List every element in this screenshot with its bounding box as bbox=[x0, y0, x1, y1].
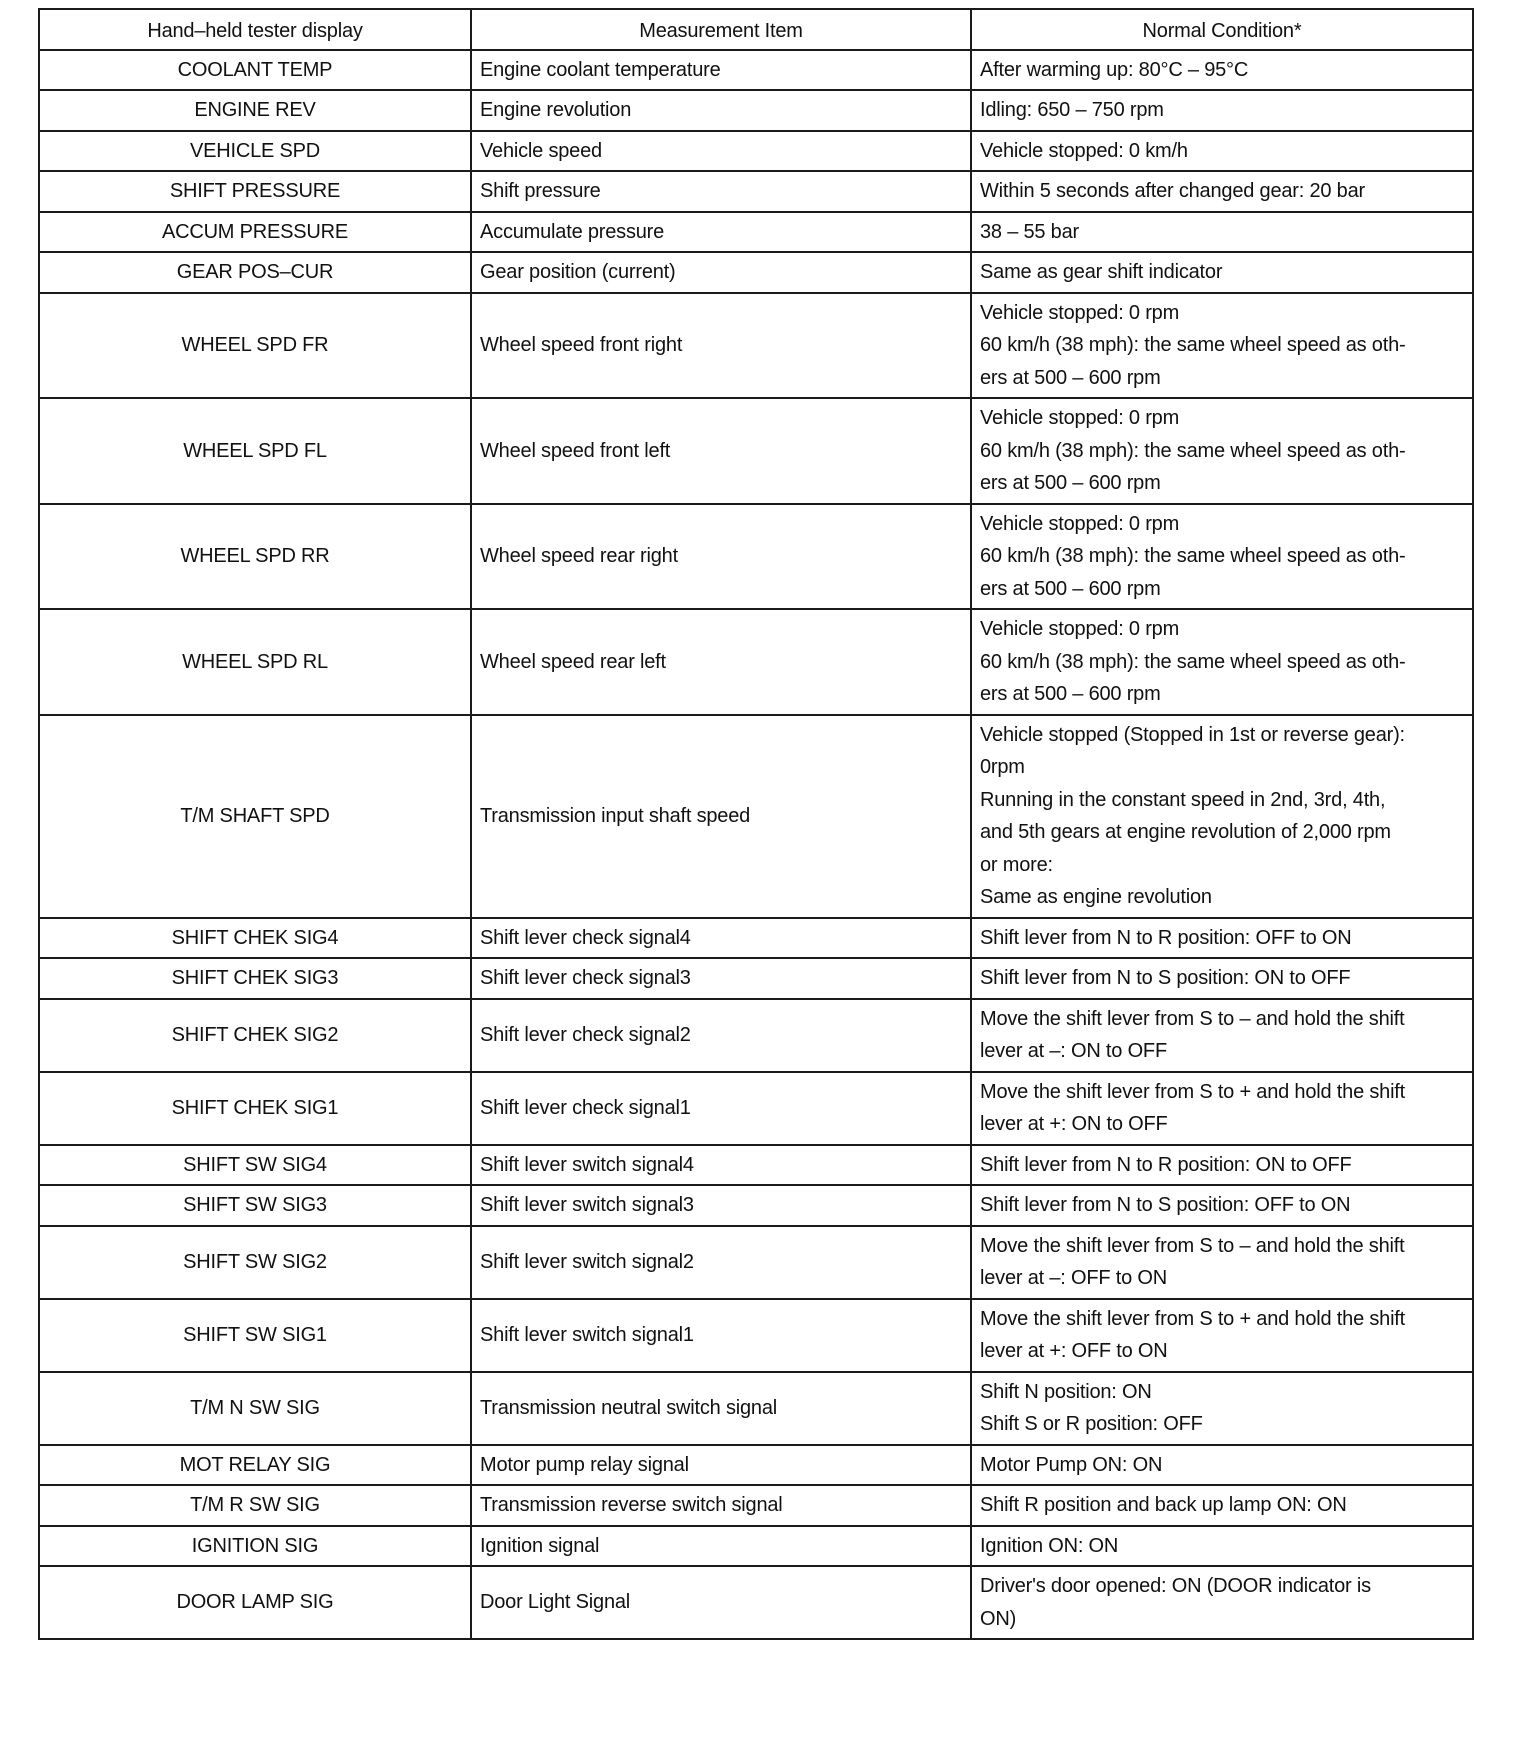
normal-condition-line: 38 – 55 bar bbox=[980, 220, 1079, 243]
normal-condition-line: Vehicle stopped: 0 km/h bbox=[980, 139, 1188, 162]
tester-display-cell: COOLANT TEMP bbox=[39, 50, 471, 91]
normal-condition-cell bbox=[971, 90, 1473, 131]
normal-condition-cell bbox=[971, 171, 1473, 212]
normal-condition-line: ers at 500 – 600 rpm bbox=[980, 472, 1161, 494]
table-row bbox=[39, 212, 1473, 253]
normal-condition-cell bbox=[971, 1445, 1473, 1486]
normal-condition-line: lever at +: OFF to ON bbox=[980, 1340, 1168, 1362]
tester-display-cell: ACCUM PRESSURE bbox=[39, 212, 471, 253]
normal-condition-line: Move the shift lever from S to – and hold the shift bbox=[980, 1234, 1405, 1257]
tester-display-cell: WHEEL SPD FR bbox=[39, 293, 471, 399]
tester-display-cell: WHEEL SPD FL bbox=[39, 398, 471, 504]
table-row bbox=[39, 1566, 1473, 1639]
normal-condition-cell bbox=[971, 212, 1473, 253]
normal-condition-cell bbox=[971, 50, 1473, 91]
table-row bbox=[39, 1072, 1473, 1145]
normal-condition-line: 60 km/h (38 mph): the same wheel speed as oth- bbox=[980, 545, 1406, 567]
measurement-item-cell: Vehicle speed bbox=[471, 131, 971, 172]
measurement-item-cell: Shift lever check signal1 bbox=[471, 1072, 971, 1145]
normal-condition-line: Shift R position and back up lamp ON: ON bbox=[980, 1494, 1347, 1516]
table-row bbox=[39, 1372, 1473, 1445]
measurement-item-cell: Shift lever check signal3 bbox=[471, 958, 971, 999]
normal-condition-line: 0rpm bbox=[980, 756, 1025, 778]
table-row bbox=[39, 918, 1473, 959]
normal-condition-cell bbox=[971, 131, 1473, 172]
normal-condition-cell bbox=[971, 504, 1473, 610]
normal-condition-line: Motor Pump ON: ON bbox=[980, 1453, 1163, 1476]
normal-condition-line: and 5th gears at engine revolution of 2,000 rpm bbox=[980, 821, 1391, 843]
tester-display-cell: SHIFT CHEK SIG3 bbox=[39, 958, 471, 999]
table-body bbox=[39, 50, 1473, 1640]
header-tester-display: Hand–held tester display bbox=[39, 9, 471, 50]
normal-condition-line: Vehicle stopped: 0 rpm bbox=[980, 512, 1180, 535]
normal-condition-line: Shift S or R position: OFF bbox=[980, 1413, 1203, 1435]
normal-condition-line: Within 5 seconds after changed gear: 20 bar bbox=[980, 180, 1365, 202]
measurement-item-cell: Engine coolant temperature bbox=[471, 50, 971, 91]
normal-condition-line: ON) bbox=[980, 1607, 1017, 1630]
normal-condition-line: ers at 500 – 600 rpm bbox=[980, 683, 1161, 705]
header-row bbox=[39, 9, 1473, 50]
header-measurement-item: Measurement Item bbox=[471, 9, 971, 50]
tester-display-cell: SHIFT CHEK SIG1 bbox=[39, 1072, 471, 1145]
measurement-item-cell: Transmission reverse switch signal bbox=[471, 1485, 971, 1526]
table-row bbox=[39, 504, 1473, 610]
header-normal-condition: Normal Condition* bbox=[971, 9, 1473, 50]
normal-condition-line: 60 km/h (38 mph): the same wheel speed as oth- bbox=[980, 650, 1406, 673]
normal-condition-line: Driver's door opened: ON (DOOR indicator is bbox=[980, 1575, 1371, 1597]
normal-condition-line: Shift lever from N to R position: OFF to ON bbox=[980, 926, 1352, 949]
normal-condition-cell bbox=[971, 1072, 1473, 1145]
table-row bbox=[39, 252, 1473, 293]
table-row bbox=[39, 1226, 1473, 1299]
normal-condition-line: or more: bbox=[980, 853, 1053, 876]
normal-condition-cell bbox=[971, 1372, 1473, 1445]
table-row bbox=[39, 715, 1473, 918]
table-row bbox=[39, 609, 1473, 715]
table-row bbox=[39, 398, 1473, 504]
data-list-table bbox=[38, 8, 1474, 1640]
table-row bbox=[39, 1526, 1473, 1567]
measurement-item-cell: Shift lever switch signal4 bbox=[471, 1145, 971, 1186]
tester-display-cell: WHEEL SPD RL bbox=[39, 609, 471, 715]
measurement-item-cell: Wheel speed rear right bbox=[471, 504, 971, 610]
table-row bbox=[39, 171, 1473, 212]
normal-condition-line: ers at 500 – 600 rpm bbox=[980, 366, 1161, 389]
table-row bbox=[39, 131, 1473, 172]
normal-condition-line: 60 km/h (38 mph): the same wheel speed as oth- bbox=[980, 439, 1406, 462]
measurement-item-cell: Shift lever check signal2 bbox=[471, 999, 971, 1072]
normal-condition-line: Vehicle stopped (Stopped in 1st or reverse gear): bbox=[980, 723, 1405, 746]
normal-condition-line: Shift lever from N to S position: ON to OFF bbox=[980, 967, 1351, 989]
normal-condition-line: Ignition ON: ON bbox=[980, 1534, 1119, 1557]
measurement-item-cell: Shift lever switch signal2 bbox=[471, 1226, 971, 1299]
tester-display-cell: VEHICLE SPD bbox=[39, 131, 471, 172]
normal-condition-line: Vehicle stopped: 0 rpm bbox=[980, 301, 1180, 324]
tester-display-cell: DOOR LAMP SIG bbox=[39, 1566, 471, 1639]
tester-display-cell: SHIFT SW SIG4 bbox=[39, 1145, 471, 1186]
normal-condition-line: Move the shift lever from S to – and hold the shift bbox=[980, 1007, 1405, 1030]
normal-condition-line: Running in the constant speed in 2nd, 3rd, 4th, bbox=[980, 788, 1386, 811]
normal-condition-line: Shift lever from N to S position: OFF to ON bbox=[980, 1194, 1351, 1216]
normal-condition-line: lever at +: ON to OFF bbox=[980, 1113, 1168, 1135]
tester-display-cell: IGNITION SIG bbox=[39, 1526, 471, 1567]
table-row bbox=[39, 1145, 1473, 1186]
table-row bbox=[39, 50, 1473, 91]
normal-condition-line: Move the shift lever from S to + and hold the shift bbox=[980, 1307, 1406, 1330]
normal-condition-cell bbox=[971, 1485, 1473, 1526]
normal-condition-cell bbox=[971, 715, 1473, 918]
normal-condition-cell bbox=[971, 1145, 1473, 1186]
measurement-item-cell: Door Light Signal bbox=[471, 1566, 971, 1639]
measurement-item-cell: Wheel speed rear left bbox=[471, 609, 971, 715]
data-list-sheet bbox=[38, 8, 1472, 1640]
measurement-item-cell: Transmission neutral switch signal bbox=[471, 1372, 971, 1445]
normal-condition-line: Same as engine revolution bbox=[980, 886, 1212, 908]
tester-display-cell: SHIFT CHEK SIG2 bbox=[39, 999, 471, 1072]
normal-condition-cell bbox=[971, 1226, 1473, 1299]
tester-display-cell: SHIFT SW SIG3 bbox=[39, 1185, 471, 1226]
normal-condition-cell bbox=[971, 609, 1473, 715]
measurement-item-cell: Shift pressure bbox=[471, 171, 971, 212]
tester-display-cell: GEAR POS–CUR bbox=[39, 252, 471, 293]
tester-display-cell: T/M N SW SIG bbox=[39, 1372, 471, 1445]
table-row bbox=[39, 1185, 1473, 1226]
normal-condition-cell bbox=[971, 918, 1473, 959]
tester-display-cell: T/M SHAFT SPD bbox=[39, 715, 471, 918]
tester-display-cell: SHIFT SW SIG1 bbox=[39, 1299, 471, 1372]
normal-condition-cell bbox=[971, 999, 1473, 1072]
tester-display-cell: MOT RELAY SIG bbox=[39, 1445, 471, 1486]
normal-condition-line: lever at –: ON to OFF bbox=[980, 1040, 1167, 1062]
measurement-item-cell: Engine revolution bbox=[471, 90, 971, 131]
normal-condition-line: Shift lever from N to R position: ON to OFF bbox=[980, 1153, 1352, 1176]
tester-display-cell: SHIFT CHEK SIG4 bbox=[39, 918, 471, 959]
tester-display-cell: T/M R SW SIG bbox=[39, 1485, 471, 1526]
normal-condition-cell bbox=[971, 1299, 1473, 1372]
tester-display-cell: WHEEL SPD RR bbox=[39, 504, 471, 610]
normal-condition-line: ers at 500 – 600 rpm bbox=[980, 577, 1161, 600]
tester-display-cell: SHIFT PRESSURE bbox=[39, 171, 471, 212]
normal-condition-cell bbox=[971, 1566, 1473, 1639]
table-row bbox=[39, 90, 1473, 131]
measurement-item-cell: Wheel speed front left bbox=[471, 398, 971, 504]
normal-condition-line: Shift N position: ON bbox=[980, 1380, 1152, 1403]
normal-condition-line: Same as gear shift indicator bbox=[980, 261, 1223, 283]
tester-display-cell: ENGINE REV bbox=[39, 90, 471, 131]
measurement-item-cell: Shift lever switch signal1 bbox=[471, 1299, 971, 1372]
normal-condition-cell bbox=[971, 1185, 1473, 1226]
normal-condition-cell bbox=[971, 958, 1473, 999]
normal-condition-line: lever at –: OFF to ON bbox=[980, 1267, 1167, 1289]
measurement-item-cell: Transmission input shaft speed bbox=[471, 715, 971, 918]
table-row bbox=[39, 958, 1473, 999]
tester-display-cell: SHIFT SW SIG2 bbox=[39, 1226, 471, 1299]
normal-condition-line: Vehicle stopped: 0 rpm bbox=[980, 618, 1180, 640]
table-row bbox=[39, 999, 1473, 1072]
normal-condition-line: Idling: 650 – 750 rpm bbox=[980, 99, 1164, 121]
measurement-item-cell: Accumulate pressure bbox=[471, 212, 971, 253]
measurement-item-cell: Wheel speed front right bbox=[471, 293, 971, 399]
normal-condition-cell bbox=[971, 398, 1473, 504]
normal-condition-cell bbox=[971, 293, 1473, 399]
normal-condition-cell bbox=[971, 1526, 1473, 1567]
table-row bbox=[39, 293, 1473, 399]
measurement-item-cell: Shift lever switch signal3 bbox=[471, 1185, 971, 1226]
table-row bbox=[39, 1485, 1473, 1526]
normal-condition-line: After warming up: 80°C – 95°C bbox=[980, 58, 1249, 81]
table-row bbox=[39, 1299, 1473, 1372]
table-row bbox=[39, 1445, 1473, 1486]
normal-condition-cell bbox=[971, 252, 1473, 293]
measurement-item-cell: Motor pump relay signal bbox=[471, 1445, 971, 1486]
measurement-item-cell: Gear position (current) bbox=[471, 252, 971, 293]
normal-condition-line: 60 km/h (38 mph): the same wheel speed as oth- bbox=[980, 334, 1406, 356]
measurement-item-cell: Ignition signal bbox=[471, 1526, 971, 1567]
normal-condition-line: Move the shift lever from S to + and hold the shift bbox=[980, 1080, 1406, 1103]
measurement-item-cell: Shift lever check signal4 bbox=[471, 918, 971, 959]
normal-condition-line: Vehicle stopped: 0 rpm bbox=[980, 407, 1180, 429]
